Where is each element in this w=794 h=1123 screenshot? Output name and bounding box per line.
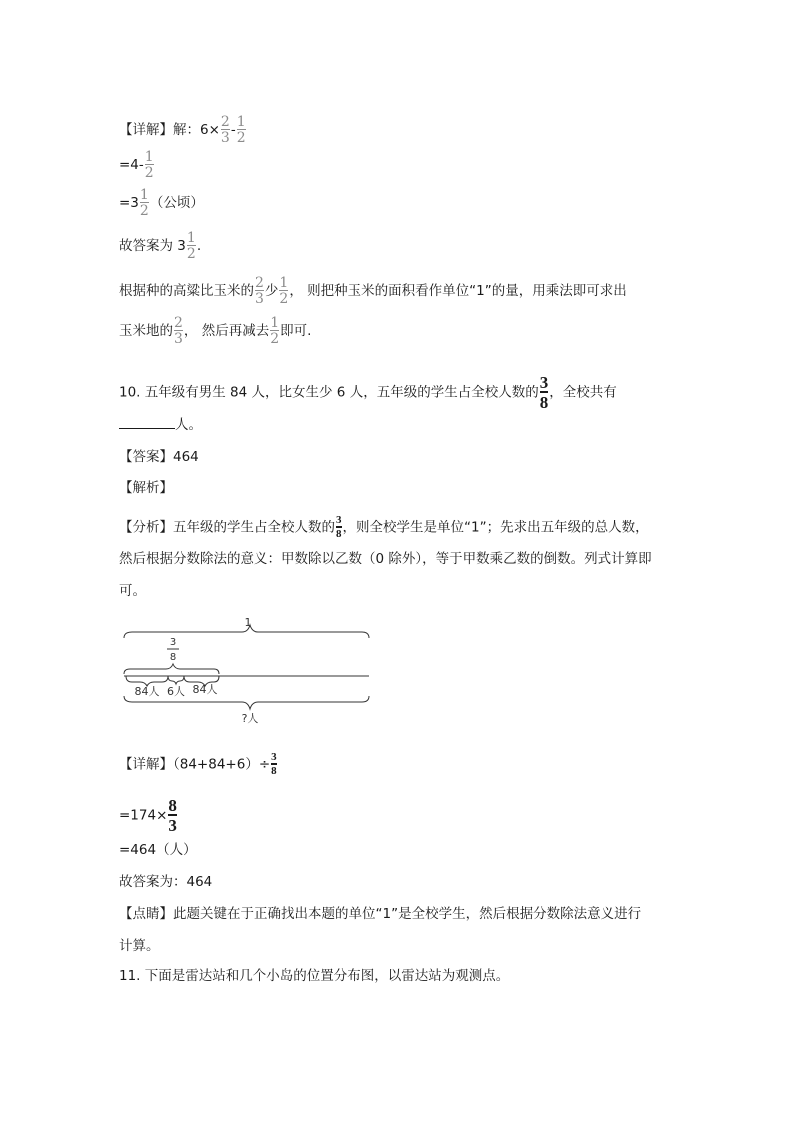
q10-detail: 【详解】（84+84+6）÷ $\frac{3}{8}$ [119,751,277,777]
q10-answer-line: 故答案为：464 [119,874,213,890]
q10-analysis-label: 【解析】 [119,480,173,496]
fraction: $\frac{1}{2}$ [236,114,246,146]
fraction: $\frac{1}{2}$ [144,149,154,181]
s9-answer: 故答案为 3 $\frac{1}{2}$ . [119,230,202,262]
seg2-brace [168,676,184,684]
s9-step2: =3 $\frac{1}{2}$ （公顷） [119,187,204,219]
segment-diagram [118,612,378,730]
bottom-label: ?人 [241,712,259,725]
q11-question: 11. 下面是雷达站和几个小岛的位置分布图，以雷达站为观测点。 [119,968,510,984]
q10-fenxi-line2: 然后根据分数除法的意义：甲数除以乙数（0 除外），等于甲数乘乙数的倒数。列式计算即 [119,551,652,567]
q10-dianjing-line1: 【点睛】此题关键在于正确找出本题的单位“1”是全校学生，然后根据分数除法意义进行 [119,906,642,922]
s9-note-line2: 玉米地的 $\frac{2}{3}$ ， 然后再减去 $\frac{1}{2}$ 即可. [119,315,312,347]
fraction: $\frac{1}{2}$ [186,230,196,262]
seg3-label: 84人 [192,683,218,696]
fraction: $\frac{2}{3}$ [220,114,230,146]
fraction: $\frac{3}{8}$ [271,751,277,777]
diagram-frac-num: 3 [169,637,177,648]
fraction: $\frac{8}{3}$ [168,796,177,835]
fraction-brace [124,664,219,674]
q10-dianjing-line2: 计算。 [119,938,160,954]
seg1-label: 84人 [134,685,160,698]
q10-fenxi-line3: 可。 [119,583,146,599]
seg2-label: 6人 [167,685,185,698]
q10-answer: 【答案】464 [119,449,199,465]
diagram-frac-den: 8 [169,652,177,663]
fraction: $\frac{2}{3}$ [174,315,183,347]
bottom-brace [124,696,369,709]
fraction: $\frac{1}{2}$ [139,187,149,219]
answer-blank [119,414,175,429]
q10-question: 10. 五年级有男生 84 人，比女生少 6 人，五年级的学生占全校人数的 $\frac{3}{8}$ ，全校共有 [119,373,617,412]
fraction: $\frac{1}{2}$ [279,275,289,307]
q10-step2: =464（人） [119,842,197,858]
fraction: $\frac{3}{8}$ [539,373,549,412]
s9-note-line1: 根据种的高粱比玉米的 $\frac{2}{3}$ 少 $\frac{1}{2}$ ， 则把种玉米的面积看作单位“1”的量，用乘法即可求出 [119,275,627,307]
fraction: $\frac{2}{3}$ [255,275,264,307]
fraction: $\frac{3}{8}$ [336,514,342,540]
q10-question-line2: 人。 [119,414,202,435]
s9-step1: =4- $\frac{1}{2}$ [119,149,154,181]
q10-step1: =174× $\frac{8}{3}$ [119,796,177,835]
q10-fenxi-line1: 【分析】五年级的学生占全校人数的 $\frac{3}{8}$ ，则全校学生是单位“1”；先求出五年级的总人数， [119,514,649,540]
top-label: 1 [244,616,252,629]
fraction: $\frac{1}{2}$ [270,315,280,347]
s9-detail-line: 【详解】解：6× $\frac{2}{3}$ - $\frac{1}{2}$ [119,114,246,146]
